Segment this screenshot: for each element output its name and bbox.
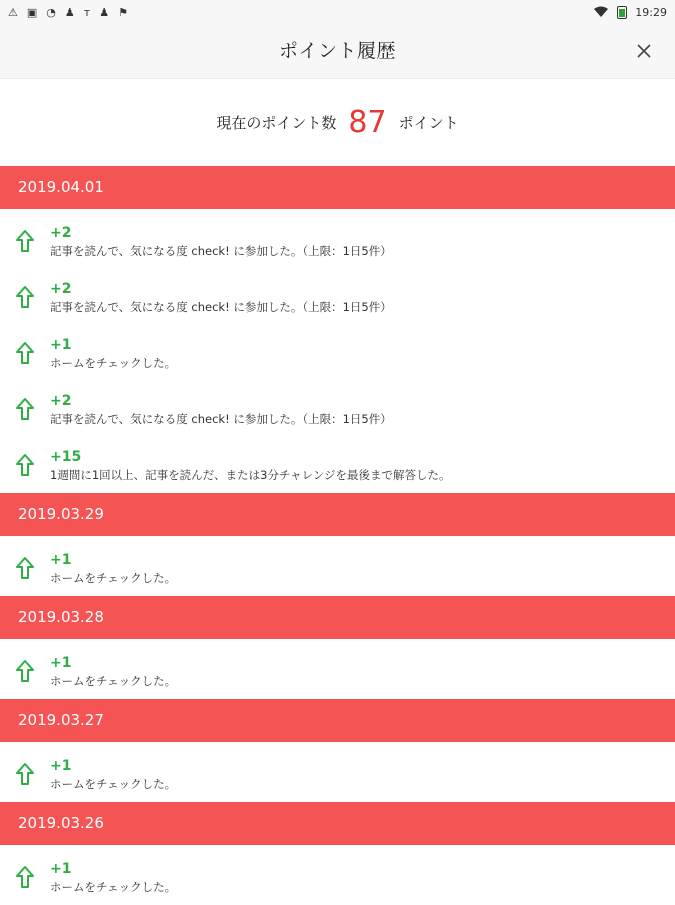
status-time: 19:29 bbox=[635, 5, 667, 19]
battery-icon bbox=[617, 6, 627, 19]
history-item bbox=[0, 325, 675, 381]
points-delta: +1 bbox=[50, 337, 72, 353]
history-description: ホームをチェックした。 bbox=[50, 777, 177, 791]
point-count: 87 bbox=[348, 104, 387, 140]
up-arrow-icon bbox=[14, 341, 36, 365]
history-item bbox=[0, 381, 675, 437]
history-description: ホームをチェックした。 bbox=[50, 356, 177, 370]
up-arrow-icon bbox=[14, 659, 36, 683]
history-description: 記事を読んで、気になる度 check! に参加した。（上限：1日5件） bbox=[50, 244, 392, 258]
up-arrow-icon bbox=[14, 556, 36, 580]
points-delta: +1 bbox=[50, 861, 72, 877]
up-arrow-icon bbox=[14, 285, 36, 309]
up-arrow-icon bbox=[14, 453, 36, 477]
history-item bbox=[0, 540, 675, 596]
points-delta: +1 bbox=[50, 552, 72, 568]
point-summary-label: 現在のポイント数 bbox=[216, 113, 337, 132]
points-delta: +1 bbox=[50, 655, 72, 671]
status-bar bbox=[0, 0, 675, 24]
history-description: 記事を読んで、気になる度 check! に参加した。（上限：1日5件） bbox=[50, 300, 392, 314]
up-arrow-icon bbox=[14, 865, 36, 889]
history-description: ホームをチェックした。 bbox=[50, 571, 177, 585]
history-description: 1週間に1回以上、記事を読んだ、または3分チャレンジを最後まで解答した。 bbox=[50, 468, 451, 482]
history-item bbox=[0, 849, 675, 905]
points-delta: +2 bbox=[50, 225, 72, 241]
antenna-icon: ᴛ bbox=[83, 5, 91, 19]
history-item bbox=[0, 437, 675, 493]
points-delta: +2 bbox=[50, 393, 72, 409]
up-arrow-icon bbox=[14, 762, 36, 786]
date-section-header: 2019.03.28 bbox=[0, 596, 675, 639]
points-delta: +1 bbox=[50, 758, 72, 774]
history-item bbox=[0, 269, 675, 325]
date-section-header: 2019.03.26 bbox=[0, 802, 675, 845]
date-section-header: 2019.03.29 bbox=[0, 493, 675, 536]
wifi-icon bbox=[593, 6, 609, 18]
history-description: ホームをチェックした。 bbox=[50, 880, 177, 894]
point-unit: ポイント bbox=[398, 113, 459, 132]
history-description: 記事を読んで、気になる度 check! に参加した。（上限：1日5件） bbox=[50, 412, 392, 426]
app-bar bbox=[0, 24, 675, 79]
history-description: ホームをチェックした。 bbox=[50, 674, 177, 688]
date-section-header: 2019.04.01 bbox=[0, 166, 675, 209]
page-title: ポイント履歴 bbox=[278, 40, 396, 62]
person-icon: ♟ bbox=[99, 5, 110, 19]
points-delta: +15 bbox=[50, 449, 82, 465]
date-section-header: 2019.03.27 bbox=[0, 699, 675, 742]
history-item bbox=[0, 213, 675, 269]
warning-icon: ⚠ bbox=[8, 5, 18, 19]
history-item bbox=[0, 746, 675, 802]
points-delta: +2 bbox=[50, 281, 72, 297]
close-button[interactable] bbox=[631, 38, 657, 64]
image-icon: ▣ bbox=[26, 5, 38, 19]
notification-icons bbox=[8, 7, 128, 18]
history-item bbox=[0, 643, 675, 699]
close-icon bbox=[637, 44, 651, 58]
system-icons bbox=[593, 6, 667, 19]
sync-icon: ◔ bbox=[46, 5, 56, 19]
up-arrow-icon bbox=[14, 229, 36, 253]
point-history-list bbox=[0, 166, 675, 905]
flag-icon: ⚑ bbox=[118, 5, 128, 19]
up-arrow-icon bbox=[14, 397, 36, 421]
point-summary bbox=[0, 78, 675, 166]
person-icon: ♟ bbox=[64, 5, 75, 19]
